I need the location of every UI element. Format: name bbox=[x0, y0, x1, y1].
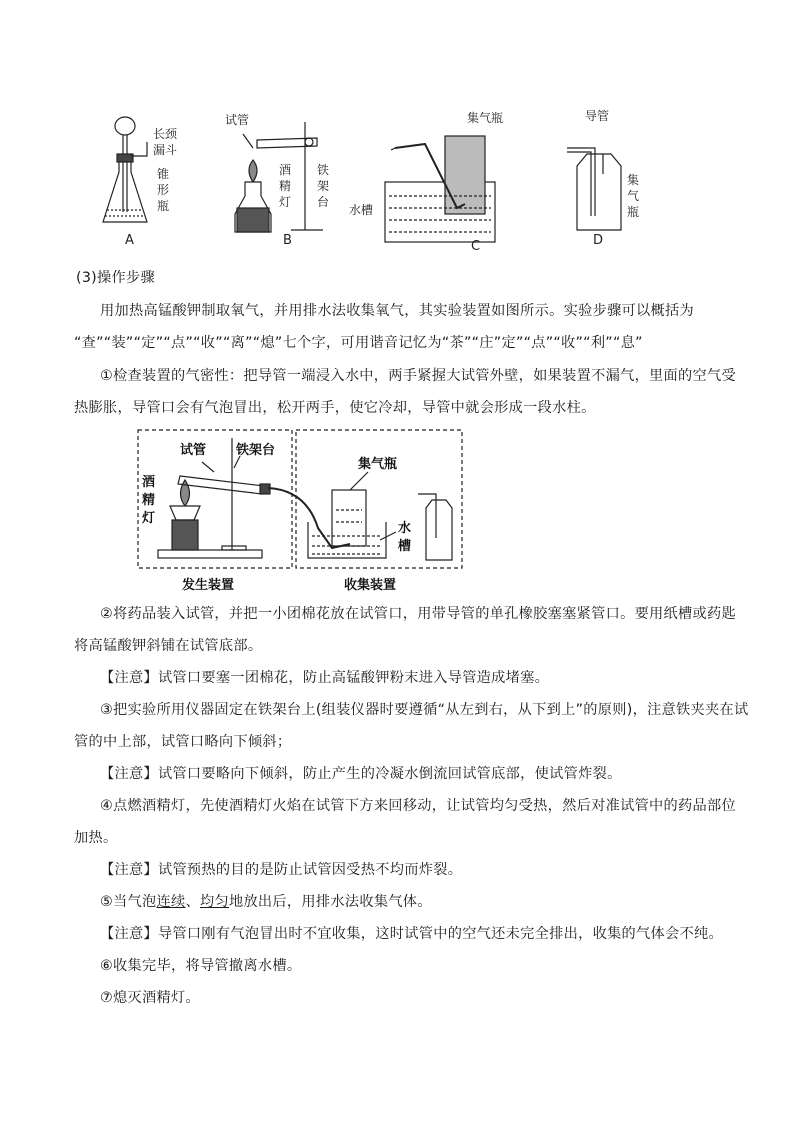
apparatus-d bbox=[567, 148, 621, 230]
step5-underline-1: 连续 bbox=[156, 894, 186, 910]
step4-line-1: ④点燃酒精灯，先使酒精灯火焰在试管下方来回移动，让试管均匀受热，然后对准试管中的药品部位 bbox=[100, 798, 736, 814]
label-b: B bbox=[283, 233, 292, 248]
label-c-trough: 水槽 bbox=[349, 203, 374, 217]
label-c: C bbox=[471, 239, 481, 254]
step6-line: ⑥收集完毕，将导管撤离水槽。 bbox=[100, 958, 302, 974]
mid-label-tube: 试管 bbox=[180, 443, 207, 458]
label-b-stand-1: 铁 bbox=[317, 163, 330, 177]
step7-line: ⑦熄灭酒精灯。 bbox=[100, 990, 200, 1006]
label-b-stand-2: 架 bbox=[317, 179, 330, 193]
mid-label-lamp-1: 酒 bbox=[142, 475, 156, 490]
label-a: A bbox=[125, 233, 134, 248]
label-d-jar-1: 集 bbox=[627, 173, 640, 187]
mid-label-lamp-2: 精 bbox=[142, 493, 156, 508]
mid-caption-col: 收集装置 bbox=[344, 578, 397, 593]
label-a-flask-3: 瓶 bbox=[157, 199, 170, 213]
step4-line-2: 加热。 bbox=[74, 830, 118, 846]
mid-label-lamp-3: 灯 bbox=[142, 511, 156, 526]
apparatus-a bbox=[103, 117, 147, 222]
apparatus-figure-abcd bbox=[95, 104, 655, 254]
label-d-jar-3: 瓶 bbox=[627, 205, 640, 219]
label-d: D bbox=[593, 233, 604, 248]
step3-line-1: ③把实验所用仪器固定在铁架台上(组装仪器时要遵循“从左到右，从下到上”的原则)，注意铁夹夹在试 bbox=[100, 702, 749, 718]
note-4: 【注意】导管口刚有气泡冒出时不宜收集，这时试管中的空气还未完全排出，收集的气体会不纯。 bbox=[100, 926, 723, 942]
step5-sep: 、 bbox=[185, 894, 200, 910]
mid-label-stand: 铁架台 bbox=[236, 443, 276, 458]
label-b-stand-3: 台 bbox=[317, 195, 330, 209]
intro-line-2: “查”“装”“定”“点”“收”“离”“熄”七个字，可用谐音记忆为“茶”“庄”定”“点”“收”“利”“息” bbox=[74, 335, 643, 351]
step3-line-2: 管的中上部，试管口略向下倾斜； bbox=[74, 734, 292, 750]
step1-line-1: ①检查装置的气密性：把导管一端浸入水中，两手紧握大试管外壁，如果装置不漏气，里面的空气受 bbox=[100, 368, 736, 384]
step5-underline-2: 均匀 bbox=[199, 894, 229, 910]
mid-label-jar: 集气瓶 bbox=[358, 457, 398, 472]
step5-post: 地放出后，用排水法收集气体。 bbox=[228, 894, 432, 910]
label-a-funnel-1: 长颈 bbox=[153, 127, 178, 141]
section-title: (3)操作步骤 bbox=[76, 270, 155, 286]
label-d-jar-2: 气 bbox=[627, 189, 640, 203]
step1-line-2: 热膨胀，导管口会有气泡冒出，松开两手，使它冷却，导管中就会形成一段水柱。 bbox=[74, 400, 596, 416]
intro-line-1: 用加热高锰酸钾制取氧气，并用排水法收集氧气，其实验装置如图所示。实验步骤可以概括为 bbox=[100, 303, 694, 319]
step2-line-1: ②将药品装入试管，并把一小团棉花放在试管口，用带导管的单孔橡胶塞塞紧管口。要用纸槽或药匙 bbox=[100, 606, 736, 622]
label-d-pipe: 导管 bbox=[585, 109, 610, 123]
label-b-lamp-1: 酒 bbox=[279, 163, 292, 177]
label-b-lamp-2: 精 bbox=[279, 179, 292, 193]
step5-line bbox=[100, 892, 432, 912]
apparatus-figure-setup bbox=[136, 428, 466, 596]
label-b-tube: 试管 bbox=[225, 113, 250, 127]
step2-line-2: 将高锰酸钾斜铺在试管底部。 bbox=[74, 638, 263, 654]
label-c-jar: 集气瓶 bbox=[467, 111, 504, 125]
label-a-flask-1: 锥 bbox=[157, 167, 170, 181]
label-a-flask-2: 形 bbox=[157, 183, 170, 197]
mid-caption-gen: 发生装置 bbox=[182, 578, 235, 593]
step5-pre: ⑤当气泡 bbox=[100, 894, 157, 910]
note-2: 【注意】试管口要略向下倾斜，防止产生的冷凝水倒流回试管底部，使试管炸裂。 bbox=[100, 766, 622, 782]
note-1: 【注意】试管口要塞一团棉花，防止高锰酸钾粉末进入导管造成堵塞。 bbox=[100, 670, 550, 686]
note-3: 【注意】试管预热的目的是防止试管因受热不均而炸裂。 bbox=[100, 862, 463, 878]
mid-label-trough-2: 槽 bbox=[398, 539, 412, 554]
apparatus-b bbox=[235, 122, 323, 232]
label-a-funnel-2: 漏斗 bbox=[153, 143, 178, 157]
label-b-lamp-3: 灯 bbox=[279, 195, 292, 209]
mid-label-trough-1: 水 bbox=[398, 521, 412, 536]
apparatus-c bbox=[385, 136, 495, 242]
